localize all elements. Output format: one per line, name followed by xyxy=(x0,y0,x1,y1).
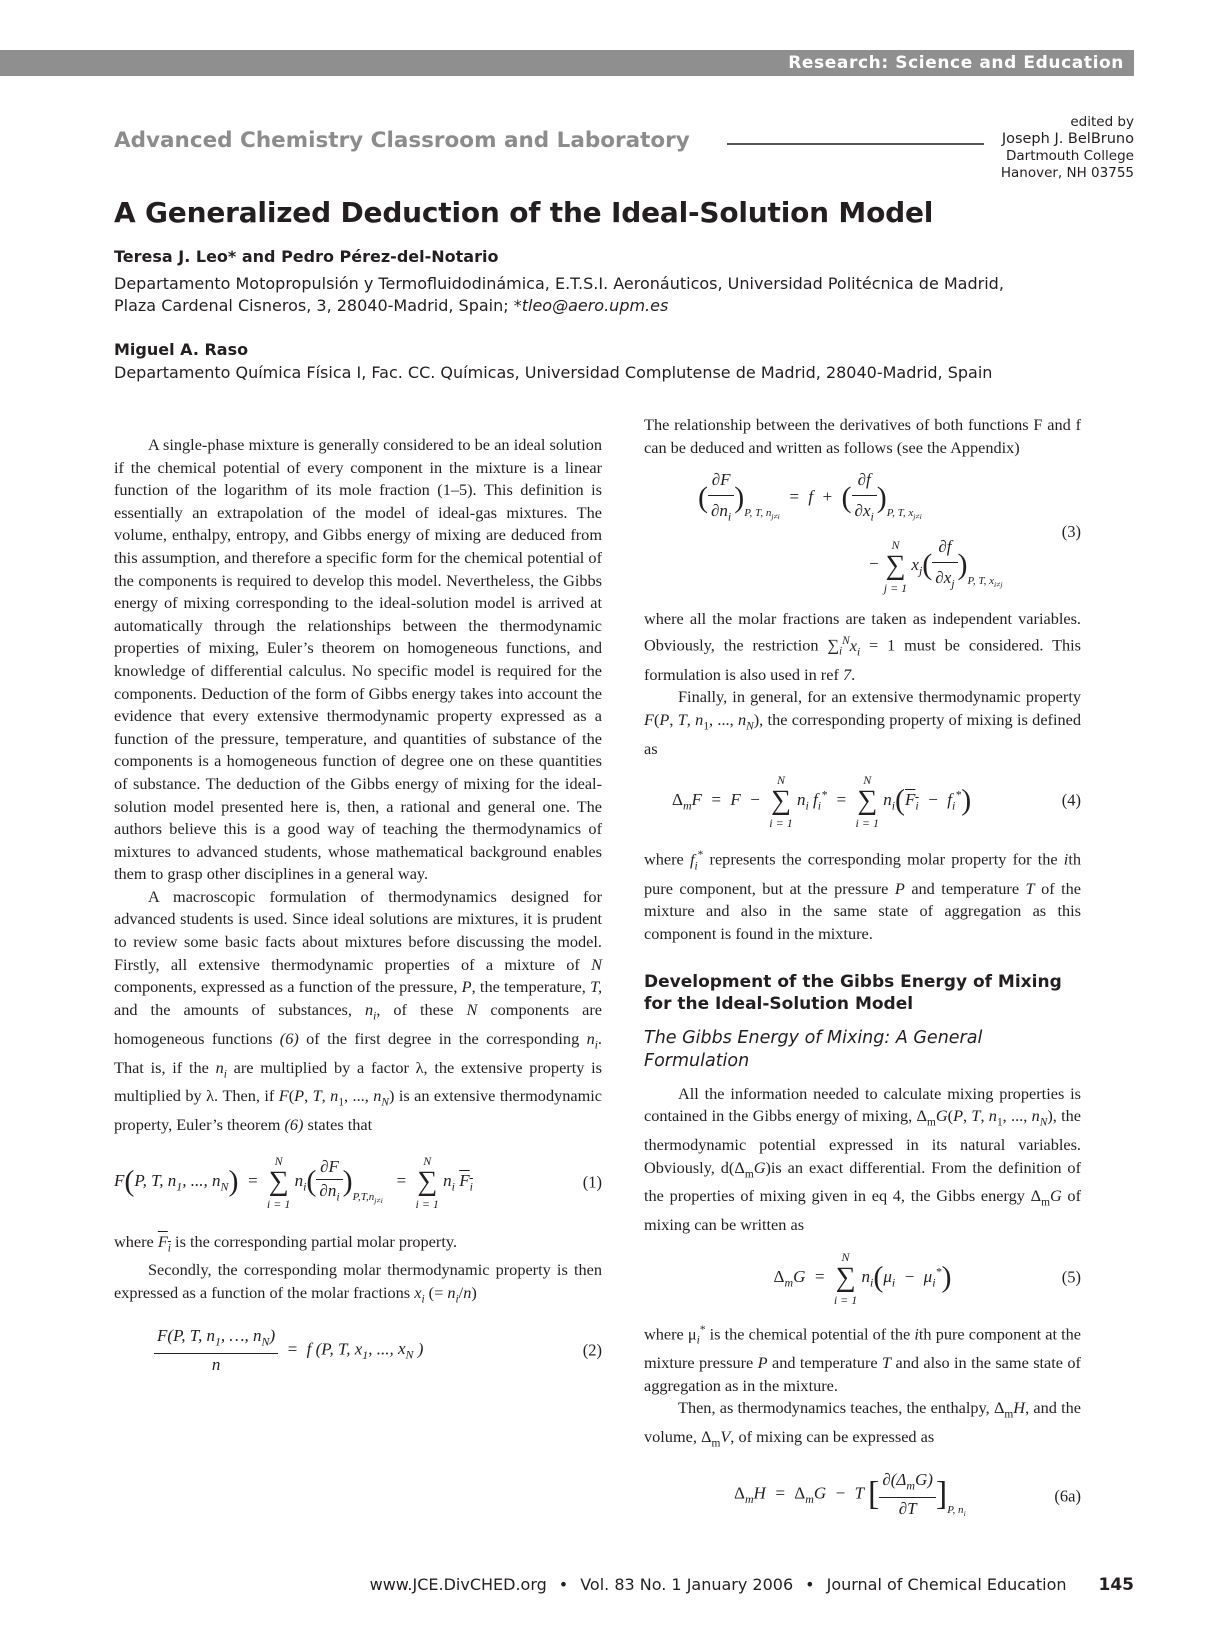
journal-section-bar: Research: Science and Education xyxy=(0,50,1134,76)
journal-name: Journal of Chemical Education xyxy=(826,1575,1067,1594)
editor-name: Joseph J. BelBruno xyxy=(1001,131,1134,147)
section-title: Advanced Chemistry Classroom and Laboratory xyxy=(114,128,690,153)
equation-4-number: (4) xyxy=(1061,790,1081,810)
subsection-heading: The Gibbs Energy of Mixing: A General Formulation xyxy=(644,1028,983,1071)
author-email[interactable]: tleo@aero.upm.es xyxy=(521,296,669,315)
affiliation-2: Departamento Química Física I, Fac. CC. Químicas, Universidad Complutense de Madrid, 28040-Madrid, Spain xyxy=(114,363,993,382)
author-line-2: Miguel A. Raso xyxy=(114,340,249,359)
right-paragraph-3: Finally, in general, for an extensive thermodynamic property F(P, T, $n_1$, ..., $n_N$), the corresponding property of mixing is defined as xyxy=(644,687,1082,758)
equation-5: $\Delta_mG = N$ ∑ i = 1 $n_i(\mu_i - \mu_i^*)$ (5) xyxy=(773,1249,1081,1307)
equation-3: ( $\frac{\partial F}{\partial n_i}$ )$_{P, T, n_{j\ne i}} = f$ + ( $\frac{\partial f}{\partial x_i}$ )$_{P, T, x_{j\ne i}}$ − N ∑ j = 1 $x_j$( $\frac{\partial f}{\partial x_j}$ )$_{P, T, x_{i\ne j}}$ (3) xyxy=(644,465,1081,600)
affiliation-1-line-1: Departamento Motopropulsión y Termofluidodinámica, E.T.S.I. Aeronáuticos, Universidad Politécnica de Madrid, xyxy=(114,274,1004,293)
left-paragraph-3: where $F_i$ is the corresponding partial molar property. xyxy=(114,1231,458,1254)
left-paragraph-4: Secondly, the corresponding molar thermodynamic property is then expressed as a function of the molar fractions $x_i$ (= $n_i/n$) xyxy=(114,1260,602,1306)
affiliation-1-line-2 xyxy=(114,295,1114,317)
section-header xyxy=(114,128,984,158)
equation-5-number: (5) xyxy=(1061,1267,1081,1287)
left-column xyxy=(114,434,602,1390)
right-paragraph-1: The relationship between the derivatives of both functions F and f can be deduced and written as follows (see the Appendix) xyxy=(644,415,1081,457)
right-paragraph-6: where $\mu_i^*$ is the chemical potential of the ith pure component at the mixture pressure P and temperature T and also in the same state of aggregation as in the mixture. xyxy=(644,1323,1082,1395)
left-paragraph-2: A macroscopic formulation of thermodynamics designed for advanced students is used. Since ideal solutions are mixtures, it is prudent to review some basic facts about mixtures before discussing the model. Firstly, all extensive thermodynamic properties of a mixture of N components, expressed as a function of the pressure, P, the temperature, T, and the amounts of substances, $n_i$, of these N components are homogeneous functions (6) of the first degree in the corresponding $n_i$. That is, if the $n_i$ are multiplied by a factor λ, the extensive property is multiplied by λ. Then, if F(P, T, $n_1$, ..., $n_N$) is an extensive thermodynamic property, Euler’s theorem (6) states that xyxy=(114,886,603,1135)
equation-1-number: (1) xyxy=(582,1172,602,1192)
right-paragraph-5: All the information needed to calculate mixing properties is contained in the Gibbs energy of mixing, $\Delta_mG(P$, T, $n_1$, ..., $n_N$), the thermodynamic potential expressed in its natural variables. Obviously, $d(\Delta_mG)is$ an exact differential. From the definition of the properties of mixing given in eq 4, the Gibbs energy $\Delta_mG$ of mixing can be written as xyxy=(644,1083,1081,1235)
editor-affiliation: Dartmouth College xyxy=(1006,148,1134,164)
equation-6a: $\Delta_mH = \Delta_mG - T$ [ $\frac{\partial(\Delta_mG)}{\partial T}$ ]$_{P, n_i}$ (6a) xyxy=(734,1469,1081,1518)
section-rule xyxy=(727,143,984,145)
right-paragraph-2: where all the molar fractions are taken as independent variables. Obviously, the restriction $\sum_i^Nx_i = 1$ must be considered. This formulation is also used in ref 7. xyxy=(644,608,1082,684)
equation-6a-number: (6a) xyxy=(1054,1486,1081,1506)
page-number: 145 xyxy=(1098,1575,1134,1595)
section-heading: Development of the Gibbs Energy of Mixing for the Ideal-Solution Model xyxy=(644,972,1062,1015)
right-paragraph-7: Then, as thermodynamics teaches, the enthalpy, $\Delta_mH$, and the volume, $\Delta_mV$, of mixing can be expressed as xyxy=(644,1398,1081,1450)
article-title: A Generalized Deduction of the Ideal-Solution Model xyxy=(114,196,934,229)
editor-label: edited by xyxy=(1070,114,1134,130)
issue-info: Vol. 83 No. 1 January 2006 xyxy=(580,1575,794,1594)
editor-block xyxy=(1001,114,1134,182)
affiliation-1 xyxy=(114,273,1114,317)
page-footer: www.JCE.DivCHED.org • Vol. 83 No. 1 January 2006 • Journal of Chemical Education 145 xyxy=(369,1575,1134,1595)
equation-3-number: (3) xyxy=(1061,522,1081,542)
equation-4: $\Delta_mF = F - N$ ∑ i = 1 $n_i$ $f_i^* = N$ ∑ i = 1 $n_i(F_i - f_i^*)$ (4) xyxy=(672,773,1081,831)
author-line-1: Teresa J. Leo* and Pedro Pérez-del-Notario xyxy=(114,247,499,266)
affiliation-1-address: Plaza Cardenal Cisneros, 3, 28040-Madrid, Spain; * xyxy=(114,296,522,315)
left-paragraph-1: A single-phase mixture is generally considered to be an ideal solution if the chemical potential of every component in the mixture is a linear function of the logarithm of its mole fraction (1–5). This definition is essentially an extrapolation of the model of ideal-gas mixtures. The volume, enthalpy, entropy, and Gibbs energy of mixing are deduced from this assumption, and therefore a specific form for the chemical potential of the components is required to develop this model. Nevertheless, the Gibbs energy of mixing corresponding to the ideal-solution model is arrived at automatically through the relationships between the thermodynamic properties of mixing, Euler’s theorem on homogeneous functions, and knowledge of differential calculus. No specific model is required for the components. Deduction of the form of Gibbs energy takes into account the evidence that every extensive thermodynamic property expressed as a function of the pressure, temperature, and quantities of substance of the components is a homogeneous function of degree one on these quantities of substance. The deduction of the Gibbs energy of mixing for the ideal-solution model presented here is, then, a rational and general one. The authors believe this is a good way of teaching the thermodynamics of mixtures to advanced students, whose mathematical background enables them to grasp other disciplines in a general way. xyxy=(114,435,602,884)
editor-address: Hanover, NH 03755 xyxy=(1000,165,1134,181)
right-column xyxy=(644,414,1081,1539)
journal-url[interactable]: www.JCE.DivCHED.org xyxy=(369,1575,547,1594)
equation-1: F(P, T, $n_1$, ..., $n_N) = N$ ∑ i = 1 $n_i$( $\frac{\partial F}{\partial n_i}$ )$_{P,T,n_{j\ne i}} = N$ ∑ i = 1 $n_i$ $F_i$ (1) xyxy=(114,1153,602,1211)
equation-2: $\frac{F(P, T, n_1, \dots, n_N)}{n}$ = f (P, T, $x_1$, ..., $x_N$ ) (2) xyxy=(114,1325,602,1377)
right-paragraph-4: where $f_i^*$ represents the corresponding molar property for the ith pure component, but at the pressure P and temperature T of the mixture and also in the same state of aggregation as this component is found in the mixture. xyxy=(644,849,1081,943)
equation-2-number: (2) xyxy=(582,1340,602,1360)
